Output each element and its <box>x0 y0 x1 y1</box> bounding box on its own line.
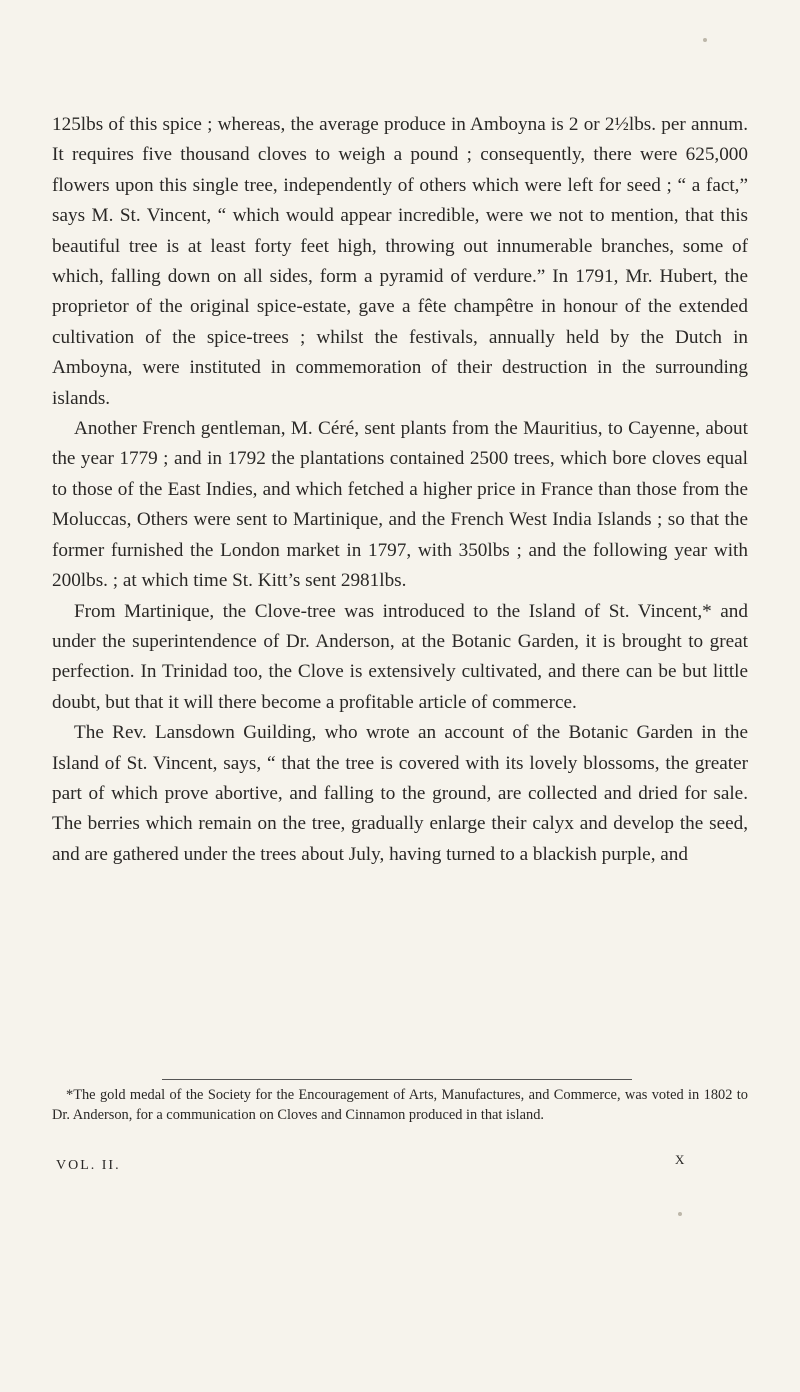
footnote-rule <box>162 1079 632 1080</box>
paragraph-2: Another French gentleman, M. Céré, sent plants from the Mauritius, to Cayenne, about the year 1779 ; and in 1792 the plantations contained 2500 trees, which bore cloves equal to those of the East Indies, and which fetched a higher price in France than those from the Moluccas, Others were sent to Martinique, and the French West India Islands ; so that the former furnished the London market in 1797, with 350lbs ; and the following year with 200lbs. ; at which time St. Kitt’s sent 2981lbs. <box>52 418 748 592</box>
footnote: *The gold medal of the Society for the Encouragement of Arts, Manufactures, and Commerce, was voted in 1802 to Dr. Anderson, for a communication on Cloves and Cinnamon produced in that island. <box>52 1087 748 1123</box>
body-text <box>52 110 748 870</box>
paper-speck <box>703 38 707 42</box>
volume-signature: VOL. II. <box>56 1158 121 1173</box>
paragraph-3: From Martinique, the Clove-tree was introduced to the Island of St. Vincent,* and under the superintendence of Dr. Anderson, at the Botanic Garden, it is brought to great perfection. In Trinidad too, the Clove is extensively cultivated, and there can be but little doubt, but that it will there become a profitable article of commerce. <box>52 600 748 713</box>
signature-mark: X <box>675 1152 685 1167</box>
paragraph-4: The Rev. Lansdown Guilding, who wrote an account of the Botanic Garden in the Island of St. Vincent, says, “ that the tree is covered with its lovely blossoms, the greater part of which prove abortive, and falling to the ground, are collected and dried for sale. The berries which remain on the tree, gradually enlarge their calyx and develop the seed, and are gathered under the trees about July, having turned to a blackish purple, and <box>52 722 748 865</box>
paragraph-1: 125lbs of this spice ; whereas, the average produce in Amboyna is 2 or 2½lbs. per annum. It requires five thousand cloves to weigh a pound ; consequently, there were 625,000 flowers upon this single tree, independently of others which were left for seed ; “ a fact,” says M. St. Vincent, “ which would appear incredible, were we not to mention, that this beautiful tree is at least forty feet high, throwing out innumerable branches, some of which, falling down on all sides, form a pyramid of verdure.” In 1791, Mr. Hubert, the proprietor of the original spice-estate, gave a fête champêtre in honour of the extended cultivation of the spice-trees ; whilst the festivals, annually held by the Dutch in Amboyna, were instituted in commemoration of their destruction in the surrounding islands. <box>52 114 748 409</box>
paper-speck <box>678 1212 682 1216</box>
